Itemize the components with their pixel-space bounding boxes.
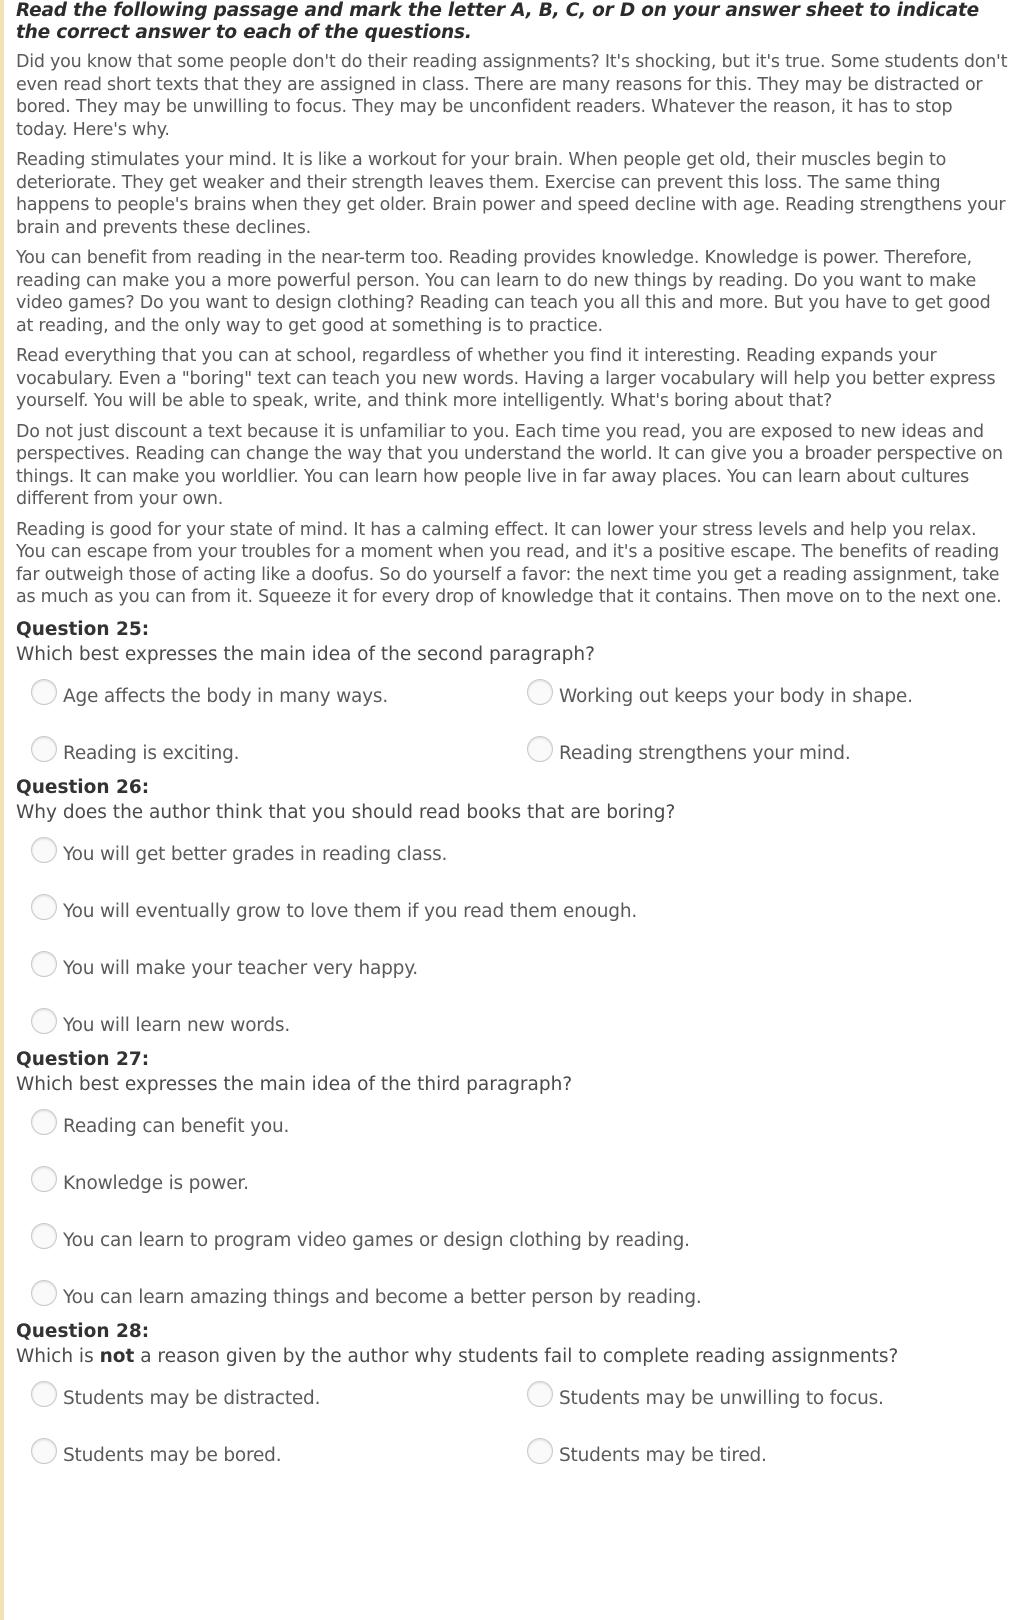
passage-paragraph-2: Reading stimulates your mind. It is like a workout for your brain. When people get old, their muscles begin to deteriorate. They get weaker and their strength leaves them. Exercise can prevent this loss. The same thing happens to people's brains when they get older. Brain power and speed decline with age. Reading strengthens your brain and prevents these declines. [16,150,1006,238]
option-label: You can learn amazing things and become a better person by reading. [63,1287,702,1308]
radio-button[interactable] [31,1109,57,1135]
radio-button[interactable] [31,1381,57,1407]
option-label: You will get better grades in reading class. [63,844,448,865]
passage [16,51,1008,609]
radio-button[interactable] [31,679,57,705]
option-b[interactable] [527,1384,1008,1414]
instructions: Read the following passage and mark the letter A, B, C, or D on your answer sheet to indicate the correct answer to each of the questions. [16,0,979,43]
option-label: You will learn new words. [63,1015,291,1036]
option-label: Students may be bored. [63,1445,282,1466]
answer-options [16,840,1008,1041]
question-text: Why does the author think that you should read books that are boring? [16,801,676,823]
option-label: Reading strengthens your mind. [559,743,851,764]
option-c[interactable] [31,739,527,769]
question-number: Question 28: [16,1320,150,1342]
question-number: Question 27: [16,1048,150,1070]
option-label: Reading is exciting. [63,743,240,764]
option-b[interactable] [31,897,1008,927]
question-text-part: Which is [16,1345,100,1367]
option-label: You will make your teacher very happy. [63,958,418,979]
option-b[interactable] [31,1169,1008,1199]
option-label: Working out keeps your body in shape. [559,686,913,707]
radio-button[interactable] [31,1166,57,1192]
answer-options [16,682,1008,769]
option-a[interactable] [31,840,1008,870]
question-text: Which best expresses the main idea of the second paragraph? [16,643,595,665]
option-a[interactable] [31,682,527,712]
option-label: Students may be tired. [559,1445,767,1466]
radio-button[interactable] [527,736,553,762]
question-text: Which best expresses the main idea of the third paragraph? [16,1073,573,1095]
option-label: Students may be unwilling to focus. [559,1388,884,1409]
radio-button[interactable] [527,679,553,705]
radio-button[interactable] [31,736,57,762]
option-label: Students may be distracted. [63,1388,321,1409]
radio-button[interactable] [31,1280,57,1306]
option-c[interactable] [31,954,1008,984]
radio-button[interactable] [527,1438,553,1464]
question-26 [16,775,1008,1041]
question-text [16,1345,1008,1369]
passage-paragraph-3: You can benefit from reading in the near-term too. Reading provides knowledge. Knowledge is power. Therefore, reading can make you a more powerful person. You can learn to do new things by reading. Do you want to make video games? Do you want to design clothing? Reading can teach you all this and more. But you have to get good at reading, and the only way to get good at something is to practice. [16,248,991,336]
option-label: Age affects the body in many ways. [63,686,389,707]
answer-options [16,1384,1008,1471]
radio-button[interactable] [527,1381,553,1407]
option-c[interactable] [31,1441,527,1471]
option-label: You can learn to program video games or design clothing by reading. [63,1230,690,1251]
radio-button[interactable] [31,894,57,920]
passage-paragraph-5: Do not just discount a text because it is unfamiliar to you. Each time you read, you are exposed to new ideas and perspectives. Reading can change the way that you understand the world. It can give you a broader perspective on things. It can make you worldlier. You can learn how people live in far away places. You can learn about cultures different from your own. [16,421,1003,509]
option-d[interactable] [527,739,1008,769]
radio-button[interactable] [31,837,57,863]
question-number: Question 26: [16,776,150,798]
radio-button[interactable] [31,1223,57,1249]
passage-paragraph-1: Did you know that some people don't do their reading assignments? It's shocking, but it's true. Some students don't even read short texts that they are assigned in class. There are many reasons for this. They may be distracted or bored. They may be unwilling to focus. They may be unconfident readers. Whatever the reason, it has to stop today. Here's why. [16,52,1008,140]
question-28 [16,1319,1008,1471]
answer-options [16,1112,1008,1313]
radio-button[interactable] [31,1008,57,1034]
question-emphasis: not [99,1345,135,1367]
option-b[interactable] [527,682,1008,712]
question-text-part: a reason given by the author why students fail to complete reading assignments? [134,1345,899,1367]
passage-paragraph-4: Read everything that you can at school, regardless of whether you find it interesting. Reading expands your vocabulary. Even a "boring" text can teach you new words. Having a larger vocabulary will help you better express yourself. You will be able to speak, write, and think more intelligently. What's boring about that? [16,346,996,411]
option-c[interactable] [31,1226,1008,1256]
option-label: You will eventually grow to love them if you read them enough. [63,901,638,922]
radio-button[interactable] [31,1438,57,1464]
option-d[interactable] [31,1011,1008,1041]
question-25 [16,617,1008,769]
radio-button[interactable] [31,951,57,977]
question-number: Question 25: [16,618,150,640]
question-27 [16,1047,1008,1313]
option-label: Reading can benefit you. [63,1116,290,1137]
passage-paragraph-6: Reading is good for your state of mind. It has a calming effect. It can lower your stress levels and help you relax. You can escape from your troubles for a moment when you read, and it's a positive escape. The benefits of reading far outweigh those of acting like a doofus. So do yourself a favor: the next time you get a reading assignment, take as much as you can from it. Squeeze it for every drop of knowledge that it contains. Then move on to the next one. [16,519,1002,607]
option-d[interactable] [527,1441,1008,1471]
option-a[interactable] [31,1384,527,1414]
option-label: Knowledge is power. [63,1173,249,1194]
option-d[interactable] [31,1283,1008,1313]
option-a[interactable] [31,1112,1008,1142]
